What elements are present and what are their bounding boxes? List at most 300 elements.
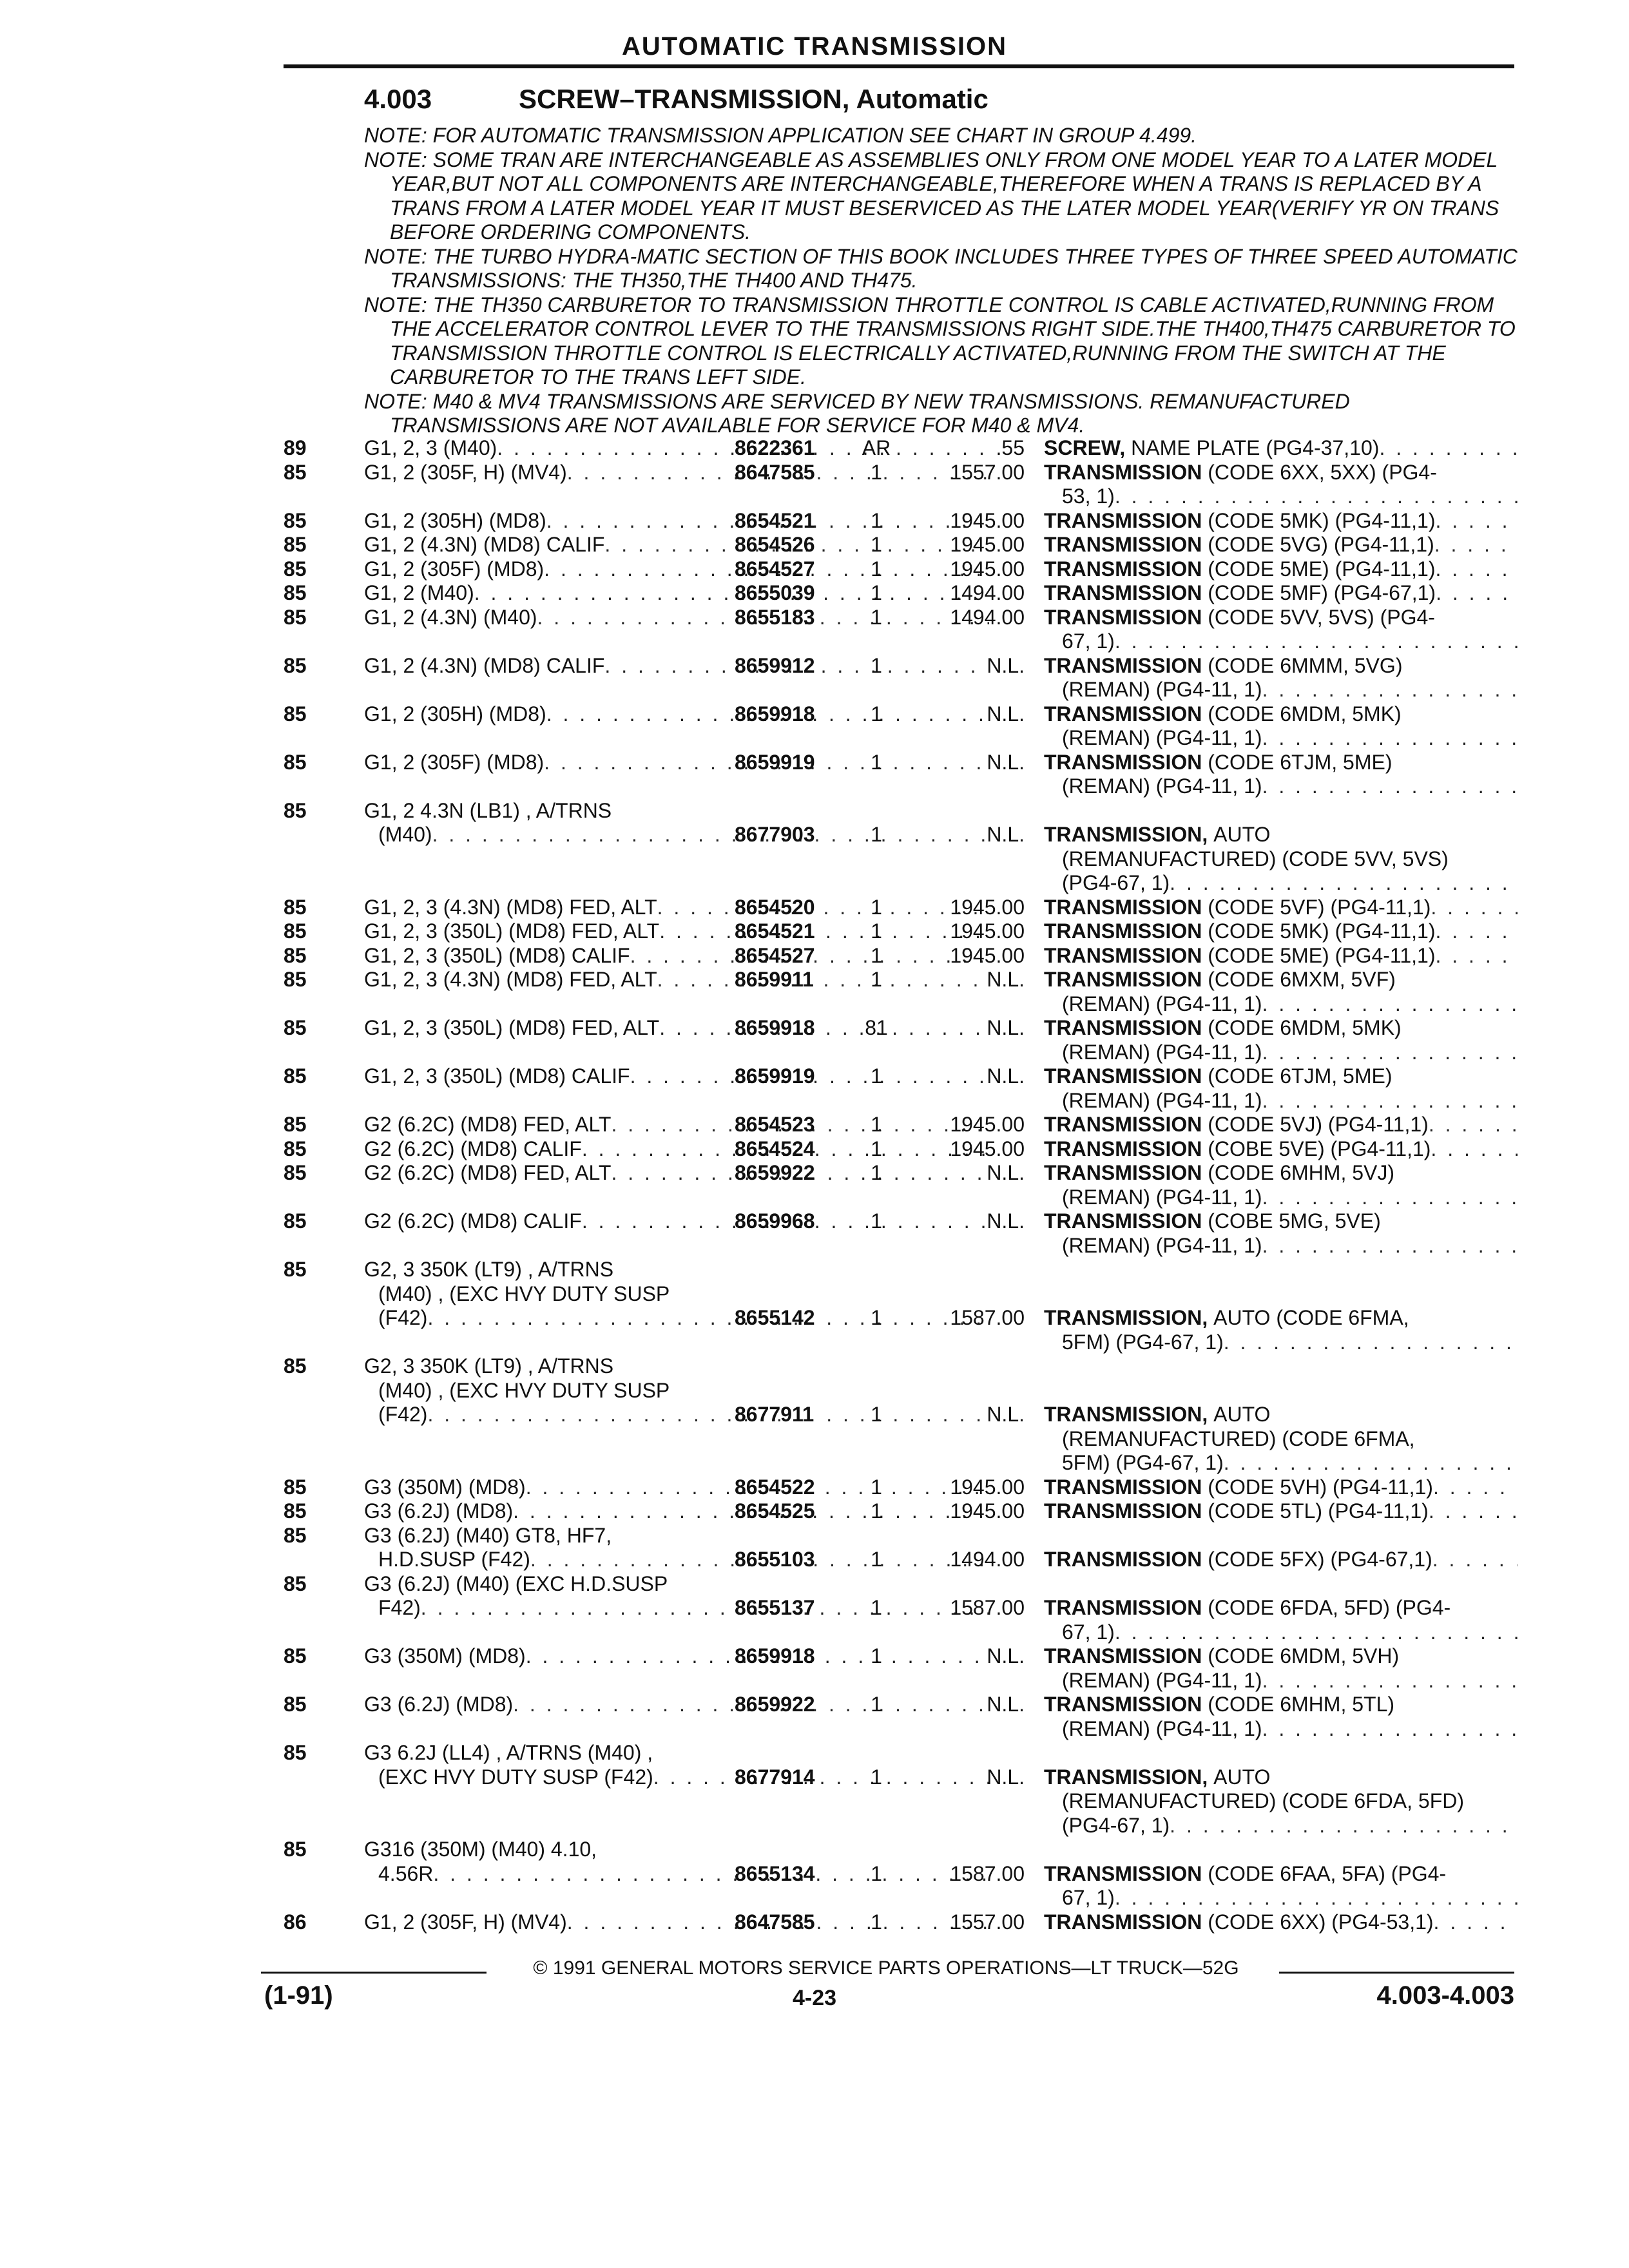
description-text: (EXC HVY DUTY SUSP (F42) (378, 1765, 653, 1789)
spacer (1202, 896, 1208, 920)
part-name-text: (CODE 6MHM, 5TL) (1208, 1693, 1395, 1716)
part-name-text: (CODE 6MXM, 5VF) (1208, 968, 1396, 991)
section-heading (364, 84, 988, 115)
quantity: 1 (871, 533, 882, 556)
leader-dots (1170, 871, 1518, 896)
table-row (284, 557, 1518, 582)
model-year: 85 (284, 1016, 307, 1039)
part-name-text: (REMAN) (PG4-11, 1) (1062, 1668, 1262, 1692)
description-text: G1, 2 (M40) (364, 581, 474, 604)
description-text: G3 6.2J (LL4) , A/TRNS (M40) , (364, 1741, 653, 1764)
part-name-bold: TRANSMISSION (1044, 1910, 1202, 1934)
part-name (1044, 1064, 1518, 1113)
part-name (1044, 919, 1518, 944)
part-name (1044, 1644, 1518, 1693)
part-name-text: (CODE 5MK) (PG4-11,1) (1208, 919, 1436, 943)
part-name-text: (CODE 5TL) (PG4-11,1) (1208, 1499, 1429, 1523)
quantity: 1 (871, 1306, 882, 1329)
part-name-text: (REMAN) (PG4-11, 1) (1062, 726, 1262, 749)
price: 1945.00 (950, 895, 1025, 919)
spacer (1202, 606, 1208, 630)
table-row (284, 751, 1518, 799)
table-row (284, 1910, 1518, 1935)
part-name-line (1044, 944, 1518, 968)
part-name (1044, 1161, 1518, 1209)
part-name-line (1044, 968, 1518, 992)
part-name-bold: TRANSMISSION (1044, 1113, 1202, 1136)
part-name-text: (REMANUFACTURED) (CODE 6FDA, 5FD) (1062, 1789, 1465, 1812)
part-name-line (1044, 992, 1518, 1017)
part-name-bold: TRANSMISSION (1044, 1596, 1202, 1619)
description-text: G3 (350M) (MD8) (364, 1475, 526, 1499)
description-text: (M40) (378, 823, 432, 846)
description-text: G2, 3 350K (LT9) , A/TRNS (364, 1258, 614, 1281)
part-name-bold: TRANSMISSION (1044, 533, 1202, 556)
part-name-text: (REMANUFACTURED) (CODE 5VV, 5VS) (1062, 847, 1449, 870)
part-name-text: (CODE 5FX) (PG4-67,1) (1208, 1548, 1432, 1571)
quantity: 1 (871, 1596, 882, 1619)
spacer (1202, 1137, 1208, 1162)
leader-dots (1115, 629, 1518, 654)
description-line (364, 1282, 989, 1307)
quantity: 1 (871, 1113, 882, 1136)
parts-list (284, 436, 1518, 1934)
description-line (364, 1741, 989, 1765)
model-year: 85 (284, 1571, 307, 1595)
part-name-line (1044, 1910, 1518, 1935)
part-name-text: (CODE 6MHM, 5VJ) (1208, 1161, 1395, 1184)
footer-rule-left (261, 1972, 487, 1974)
leader-dots (1262, 1717, 1518, 1742)
model-year: 85 (284, 750, 307, 774)
model-year: 85 (284, 1137, 307, 1160)
model-year: 85 (284, 798, 307, 822)
part-name-line (1044, 1306, 1518, 1331)
part-name (1044, 581, 1518, 606)
part-name-bold: TRANSMISSION, (1044, 1765, 1208, 1789)
table-row (284, 1572, 1518, 1645)
price: 1945.00 (950, 533, 1025, 556)
quantity: 1 (871, 1403, 882, 1426)
part-name-text: 5FM) (PG4-67, 1) (1062, 1451, 1224, 1474)
table-row (284, 1137, 1518, 1162)
quantity: 1 (871, 653, 882, 677)
part-name (1044, 509, 1518, 533)
footer-page-number: 4-23 (792, 1986, 837, 2010)
part-name-text: (CODE 6XX) (PG4-53,1) (1208, 1910, 1434, 1934)
part-name-bold: SCREW, (1044, 436, 1126, 459)
model-year: 85 (284, 1693, 307, 1716)
description-line (364, 1524, 989, 1548)
part-name-line (1044, 1089, 1518, 1113)
model-year: 85 (284, 1113, 307, 1136)
price: 1945.00 (950, 508, 1025, 532)
note-1: NOTE: FOR AUTOMATIC TRANSMISSION APPLICATION SEE CHART IN GROUP 4.499. (364, 124, 1197, 147)
price: 1945.00 (950, 943, 1025, 967)
model-year: 85 (284, 895, 307, 919)
description-line (364, 1354, 989, 1379)
part-name-line (1044, 751, 1518, 775)
part-name-text: 67, 1) (1062, 1886, 1115, 1909)
part-name-bold: TRANSMISSION (1044, 1499, 1202, 1523)
description-text: G1, 2 (305F, H) (MV4) (364, 1910, 567, 1934)
part-name (1044, 1862, 1518, 1910)
price: 1557.00 (950, 460, 1025, 484)
spacer (1202, 1862, 1208, 1887)
price: N.L. (987, 1644, 1025, 1667)
part-number: 8659912 (735, 653, 815, 677)
spacer (1202, 1499, 1208, 1524)
part-name-bold: TRANSMISSION (1044, 750, 1202, 774)
part-name (1044, 1137, 1518, 1162)
model-year: 85 (284, 968, 307, 991)
section-number: 4.003 (364, 84, 432, 114)
part-number: 8654527 (735, 557, 815, 581)
description-text: G3 (6.2J) (MD8) (364, 1499, 514, 1523)
spacer (1202, 461, 1208, 485)
part-name-line (1044, 1644, 1518, 1669)
spacer (1202, 581, 1208, 606)
part-name (1044, 557, 1518, 582)
description-text: G1, 2, 3 (4.3N) (MD8) FED, ALT (364, 968, 657, 991)
part-name (1044, 461, 1518, 509)
part-name-bold: TRANSMISSION (1044, 895, 1202, 919)
spacer (1202, 919, 1208, 944)
part-name (1044, 1475, 1518, 1500)
quantity: 1 (871, 1644, 882, 1667)
part-name-line (1044, 1016, 1518, 1041)
price: 1587.00 (950, 1861, 1025, 1885)
price: N.L. (987, 1209, 1025, 1233)
spacer (1202, 509, 1208, 533)
part-name-bold: TRANSMISSION (1044, 1475, 1202, 1499)
model-year: 85 (284, 1475, 307, 1499)
leader-dots (1115, 485, 1518, 509)
part-name-text: (CODE 6TJM, 5ME) (1208, 1064, 1393, 1088)
spacer (1202, 654, 1208, 678)
description-text: 4.56R (378, 1861, 434, 1885)
part-name (1044, 1209, 1518, 1258)
description-text: G2 (6.2C) (MD8) CALIF (364, 1209, 582, 1233)
table-row (284, 436, 1518, 461)
spacer (1202, 751, 1208, 775)
part-name-text: (CODE 5VV, 5VS) (PG4- (1208, 605, 1435, 629)
leader-dots (1435, 919, 1518, 944)
quantity: 1 (871, 1064, 882, 1088)
description-text: G1, 2, 3 (4.3N) (MD8) FED, ALT (364, 895, 657, 919)
part-name-text: (CODE 5ME) (PG4-11,1) (1208, 557, 1436, 581)
page-header-title: AUTOMATIC TRANSMISSION (621, 32, 1008, 61)
part-name (1044, 1306, 1518, 1354)
part-name-line (1044, 557, 1518, 582)
price: N.L. (987, 702, 1025, 726)
model-year: 85 (284, 1209, 307, 1233)
part-name-bold: TRANSMISSION (1044, 919, 1202, 943)
part-name-bold: TRANSMISSION, (1044, 1306, 1208, 1329)
spacer (1208, 1403, 1213, 1427)
spacer (1208, 823, 1213, 847)
table-row (284, 1209, 1518, 1258)
part-name-text: (CODE 5MF) (PG4-67,1) (1208, 581, 1436, 604)
quantity: 1 (871, 1861, 882, 1885)
part-name-bold: TRANSMISSION (1044, 508, 1202, 532)
part-number: 8654523 (735, 1113, 815, 1136)
leader-dots (1262, 1089, 1518, 1113)
quantity: 1 (871, 605, 882, 629)
leader-dots (1435, 509, 1518, 533)
price: N.L. (987, 750, 1025, 774)
leader-dots (1224, 1451, 1518, 1475)
part-name-text: (REMAN) (PG4-11, 1) (1062, 1040, 1262, 1064)
part-name-text: (CODE 5VF) (PG4-11,1) (1208, 895, 1431, 919)
leader-dots (1435, 557, 1518, 582)
quantity: 1 (871, 943, 882, 967)
part-name-line (1044, 1717, 1518, 1742)
part-name (1044, 1016, 1518, 1064)
spacer (1202, 944, 1208, 968)
part-name-text: (CODE 6MDM, 5VH) (1208, 1644, 1400, 1667)
table-row (284, 581, 1518, 606)
part-name-bold: TRANSMISSION (1044, 460, 1202, 484)
table-row (284, 1693, 1518, 1741)
part-name-line (1044, 1064, 1518, 1089)
description-text: G1, 2 (4.3N) (MD8) CALIF (364, 533, 605, 556)
part-name-line (1044, 1862, 1518, 1887)
description-text: G1, 2 (305H) (MD8) (364, 508, 546, 532)
leader-dots (1115, 1886, 1518, 1910)
quantity: 1 (871, 702, 882, 726)
table-row (284, 944, 1518, 968)
part-name-text: 67, 1) (1062, 1620, 1115, 1644)
spacer (1125, 436, 1131, 461)
model-year: 85 (284, 943, 307, 967)
price: N.L. (987, 1693, 1025, 1716)
part-name-line (1044, 1620, 1518, 1645)
quantity: 1 (871, 1548, 882, 1571)
description-line (364, 1838, 989, 1862)
model-year: 85 (284, 460, 307, 484)
description-text: G2 (6.2C) (MD8) FED, ALT (364, 1161, 612, 1184)
spacer (1202, 1209, 1208, 1234)
spacer (1202, 1475, 1208, 1500)
part-number: 8655039 (735, 581, 815, 604)
price: N.L. (987, 653, 1025, 677)
part-name-bold: TRANSMISSION (1044, 653, 1202, 677)
table-row (284, 1475, 1518, 1500)
part-number: 8659919 (735, 750, 815, 774)
description-line (364, 799, 989, 823)
part-name-text: (PG4-67, 1) (1062, 1813, 1170, 1837)
part-name-bold: TRANSMISSION (1044, 1137, 1202, 1160)
part-name (1044, 944, 1518, 968)
price: N.L. (987, 1064, 1025, 1088)
part-name-line (1044, 1475, 1518, 1500)
description-text: G3 (6.2J) (M40) (EXC H.D.SUSP (364, 1571, 668, 1595)
spacer (1202, 1016, 1208, 1041)
table-row (284, 533, 1518, 557)
model-year: 85 (284, 702, 307, 726)
price: 1945.00 (950, 1475, 1025, 1499)
part-name-line (1044, 581, 1518, 606)
model-year: 85 (284, 581, 307, 604)
part-name-line (1044, 606, 1518, 630)
quantity: 1 (871, 1137, 882, 1160)
model-year: 85 (284, 653, 307, 677)
price: 1945.00 (950, 1113, 1025, 1136)
part-name-bold: TRANSMISSION (1044, 1209, 1202, 1233)
leader-dots (1429, 1113, 1518, 1137)
leader-dots (1431, 1137, 1518, 1162)
part-number: 8647585 (735, 1910, 815, 1934)
part-name-line (1044, 1161, 1518, 1186)
part-number: 8655103 (735, 1548, 815, 1571)
part-number: 8659919 (735, 1064, 815, 1088)
model-year: 85 (284, 1161, 307, 1184)
table-row (284, 799, 1518, 896)
part-name (1044, 1113, 1518, 1137)
part-name-bold: TRANSMISSION (1044, 1644, 1202, 1667)
quantity: 1 (871, 460, 882, 484)
part-name (1044, 654, 1518, 702)
part-name (1044, 1499, 1518, 1524)
part-name-text: (CODE 5ME) (PG4-11,1) (1208, 943, 1436, 967)
part-number: 8654527 (735, 943, 815, 967)
section-title: SCREW–TRANSMISSION, Automatic (519, 84, 988, 114)
model-year: 86 (284, 1910, 307, 1934)
quantity: 1 (871, 919, 882, 943)
part-name-line (1044, 1234, 1518, 1258)
leader-dots (1429, 1499, 1518, 1524)
part-name-line (1044, 654, 1518, 678)
part-name-bold: TRANSMISSION (1044, 605, 1202, 629)
part-name-bold: TRANSMISSION (1044, 1548, 1202, 1571)
leader-dots (1262, 1186, 1518, 1210)
part-name-bold: TRANSMISSION (1044, 943, 1202, 967)
part-name-line (1044, 1548, 1518, 1572)
part-name-line (1044, 1596, 1518, 1620)
table-row (284, 896, 1518, 920)
part-name-text: AUTO (CODE 6FMA, (1213, 1306, 1409, 1329)
spacer (1202, 1548, 1208, 1572)
spacer (1202, 1161, 1208, 1186)
part-name-line (1044, 1789, 1518, 1814)
part-name-bold: TRANSMISSION (1044, 1161, 1202, 1184)
part-name-text: (CODE 5MK) (PG4-11,1) (1208, 508, 1436, 532)
description-text: G3 (350M) (MD8) (364, 1644, 526, 1667)
part-name-text: (PG4-67, 1) (1062, 871, 1170, 894)
price: N.L. (987, 1765, 1025, 1789)
table-row (284, 1016, 1518, 1064)
description-text: G1, 2 (4.3N) (M40) (364, 605, 537, 629)
model-year: 89 (284, 436, 307, 459)
part-name-text: (CODE 6MDM, 5MK) (1208, 1016, 1402, 1039)
price: 1587.00 (950, 1596, 1025, 1619)
part-number: 8677911 (735, 1403, 814, 1426)
description-text: (M40) , (EXC HVY DUTY SUSP (378, 1282, 670, 1305)
part-name-text: (REMAN) (PG4-11, 1) (1062, 1088, 1262, 1112)
quantity: 1 (871, 1209, 882, 1233)
description-text: G2 (6.2C) (MD8) FED, ALT (364, 1113, 612, 1136)
part-name-text: 5FM) (PG4-67, 1) (1062, 1330, 1224, 1354)
description-text: (M40) , (EXC HVY DUTY SUSP (378, 1378, 670, 1402)
quantity: AR (862, 436, 891, 459)
part-name (1044, 823, 1518, 896)
part-name (1044, 702, 1518, 751)
description-text: G1, 2 (305H) (MD8) (364, 702, 546, 726)
footer-rule-right (1279, 1972, 1514, 1974)
price: 1494.00 (950, 605, 1025, 629)
description-line (364, 1379, 989, 1403)
spacer (1202, 1693, 1208, 1717)
part-number: 8655183 (735, 605, 815, 629)
model-year: 85 (284, 1499, 307, 1523)
part-name-text: (CODE 5VG) (PG4-11,1) (1208, 533, 1434, 556)
quantity: 1 (871, 1910, 882, 1934)
quantity: 1 (871, 968, 882, 991)
part-name-line (1044, 871, 1518, 896)
part-name-text: (CODE 6FDA, 5FD) (PG4- (1208, 1596, 1451, 1619)
spacer (1202, 1644, 1208, 1669)
table-row (284, 919, 1518, 944)
part-name-text: (COBE 5MG, 5VE) (1208, 1209, 1381, 1233)
part-name-text: (REMAN) (PG4-11, 1) (1062, 678, 1262, 701)
part-name-bold: TRANSMISSION (1044, 557, 1202, 581)
part-number: 8654522 (735, 1475, 815, 1499)
part-name (1044, 436, 1518, 461)
part-name-text: (REMAN) (PG4-11, 1) (1062, 1716, 1262, 1740)
part-name-line (1044, 1886, 1518, 1910)
price: 1945.00 (950, 557, 1025, 581)
part-name (1044, 1596, 1518, 1644)
part-name-line (1044, 847, 1518, 872)
part-name-line (1044, 1765, 1518, 1790)
part-number: 8647585 (735, 460, 815, 484)
model-year: 85 (284, 1741, 307, 1764)
spacer (1202, 1596, 1208, 1620)
part-name-text: AUTO (1213, 1765, 1271, 1789)
leader-dots (1435, 944, 1518, 968)
part-name-bold: TRANSMISSION (1044, 1016, 1202, 1039)
spacer (1208, 1306, 1213, 1331)
spacer (1202, 1910, 1208, 1935)
model-year: 85 (284, 605, 307, 629)
part-name-line (1044, 1137, 1518, 1162)
description-text: G2, 3 350K (LT9) , A/TRNS (364, 1354, 614, 1378)
leader-dots (1379, 436, 1518, 461)
part-name-line (1044, 726, 1518, 751)
footer-date: (1-91) (264, 1981, 333, 2010)
part-number: 8654526 (735, 533, 815, 556)
leader-dots (1434, 1910, 1518, 1935)
description-text: G316 (350M) (M40) 4.10, (364, 1838, 597, 1861)
model-year: 85 (284, 1064, 307, 1088)
description-text: G1, 2 (305F) (MD8) (364, 750, 545, 774)
description-text: G1, 2, 3 (350L) (MD8) CALIF (364, 943, 630, 967)
description-text: G1, 2 (305F) (MD8) (364, 557, 545, 581)
description-text: F42) (378, 1596, 421, 1619)
table-row (284, 968, 1518, 1016)
table-row (284, 1113, 1518, 1137)
part-name (1044, 1693, 1518, 1741)
part-name-text: AUTO (1213, 823, 1271, 846)
leader-dots (1262, 1234, 1518, 1258)
part-name-bold: TRANSMISSION (1044, 702, 1202, 726)
part-name-text: (CODE 6MMM, 5VG) (1208, 653, 1403, 677)
leader-dots (1436, 581, 1518, 606)
table-row (284, 1741, 1518, 1838)
description-text: G1, 2 4.3N (LB1) , A/TRNS (364, 798, 612, 822)
price: 1557.00 (950, 1910, 1025, 1934)
